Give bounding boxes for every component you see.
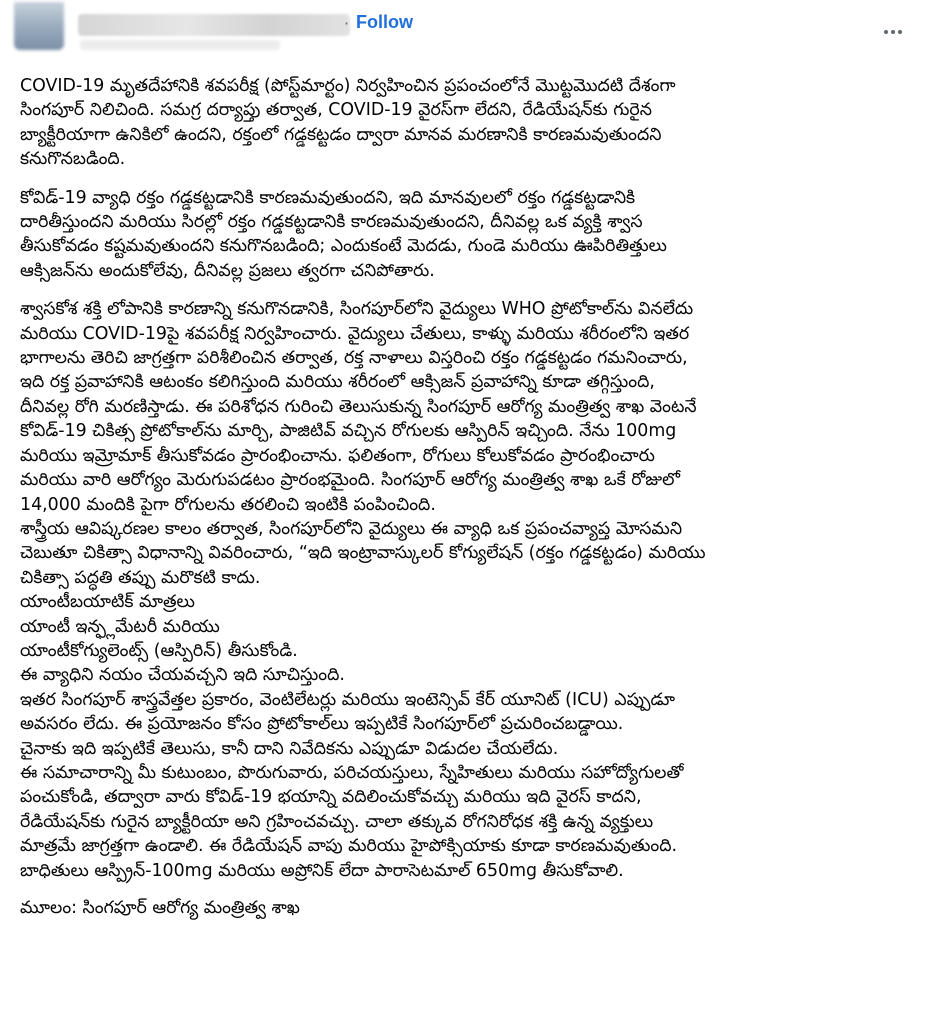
post-meta-blurred xyxy=(80,40,280,50)
text-line: కనుగొనబడింది. xyxy=(20,149,126,170)
text-line: పంచుకోండి, తద్వారా వారు కోవిడ్-19 భయాన్ని వదిలించుకోవచ్చు మరియు ఇది వైరస్ కాదని, xyxy=(20,787,642,808)
text-line: దీనివల్ల రోగి మరణిస్తాడు. ఈ పరిశోధన గురించి తెలుసుకున్న సింగపూర్ ఆరోగ్య మంత్రిత్వ శాఖ వెంటనే xyxy=(20,396,697,417)
author-name-blurred[interactable] xyxy=(78,14,350,36)
text-line: ఆక్సిజన్‌ను అందుకోలేవు, దీనివల్ల ప్రజలు త్వరగా చనిపోతారు. xyxy=(20,260,435,281)
text-line: COVID-19 మృతదేహానికి శవపరీక్ష (పోస్ట్‌మార్టం) నిర్వహించిన ప్రపంచంలోనే మొట్టమొదటి దేశంగా xyxy=(20,76,676,96)
text-line: మాత్రమే జాగ్రత్తగా ఉండాలి. ఈ రేడియేషన్ వాపు మరియు హైపోక్సియాకు కూడా కారణమవుతుంది. xyxy=(20,836,678,857)
text-line: యాంటీకోగ్యులెంట్స్ (ఆస్పిరిన్) తీసుకోండి. xyxy=(20,640,298,661)
text-line: శ్వాసకోశ శక్తి లోపానికి కారణాన్ని కనుగొనడానికి, సింగపూర్‌లోని వైద్యులు WHO ప్రోటోకాల్‌ను వినలేదు xyxy=(20,299,694,320)
text-line: అవసరం లేదు. ఈ ప్రయోజనం కోసం ప్రోటోకాల్‌లు ఇప్పటికే సింగపూర్‌లో ప్రచురించబడ్డాయి. xyxy=(20,714,624,735)
text-line: 14,000 మందికి పైగా రోగులను తరలించి ఇంటికి పంపించింది. xyxy=(20,494,436,515)
text-line: శాస్త్రీయ ఆవిష్కరణల కాలం తర్వాత, సింగపూర్‌లోని వైద్యులు ఈ వ్యాధి ఒక ప్రపంచవ్యాప్త మోసమని xyxy=(20,518,683,539)
text-line: కోవిడ్-19 వ్యాధి రక్తం గడ్డకట్టడానికి కారణమవుతుందని, ఇది మానవులలో రక్తం గడ్డకట్టడానికి xyxy=(20,187,636,208)
header-separator: · xyxy=(344,14,350,33)
post-source xyxy=(20,896,925,920)
text-line: ఇతర సింగపూర్ శాస్త్రవేత్తల ప్రకారం, వెంటిలేటర్లు మరియు ఇంటెన్సివ్ కేర్ యూనిట్ (ICU) ఎప్పుడూ xyxy=(20,689,675,710)
post-paragraph-3 xyxy=(20,297,925,883)
text-line: రేడియేషన్‌కు గురైన బ్యాక్టీరియా అని గ్రహించవచ్చు. చాలా తక్కువ రోగనిరోధక శక్తి ఉన్న వ్యక్తులు xyxy=(20,811,654,832)
post-header xyxy=(0,0,940,66)
post-paragraph-2 xyxy=(20,186,925,284)
more-horizontal-icon xyxy=(891,30,895,34)
text-line: చెబుతూ చికిత్సా విధానాన్ని వివరించారు, “ఇది ఇంట్రావాస్కులర్ కోగ్యులేషన్ (రక్తం గడ్డకట్టడం) మరియు xyxy=(20,543,706,564)
text-line: మరియు COVID-19పై శవపరీక్ష నిర్వహించారు. వైద్యులు చేతులు, కాళ్ళు మరియు శరీరంలోని ఇతర xyxy=(20,323,690,344)
text-line: మరియు ఇమ్రోమాక్ తీసుకోవడం ప్రారంభించాను. ఫలితంగా, రోగులు కోలుకోవడం ప్రారంభించారు xyxy=(20,445,655,466)
text-line: యాంటీ ఇన్ఫ్లమేటరీ మరియు xyxy=(20,616,220,637)
text-line: సింగపూర్ నిలిచింది. సమగ్ర దర్యాప్తు తర్వాత, COVID-19 వైరస్‌గా లేదని, రేడియేషన్‌కు గురైన xyxy=(20,100,652,121)
more-options-button[interactable] xyxy=(880,22,906,42)
author-avatar[interactable] xyxy=(14,2,64,50)
more-horizontal-icon xyxy=(898,30,902,34)
more-horizontal-icon xyxy=(884,30,888,34)
text-line: మరియు వారి ఆరోగ్యం మెరుగుపడటం ప్రారంభమైంది. సింగపూర్ ఆరోగ్య మంత్రిత్వ శాఖ ఒకే రోజులో xyxy=(20,470,680,491)
text-line: ఇది రక్త ప్రవాహానికి ఆటంకం కలిగిస్తుంది మరియు శరీరంలో ఆక్సిజన్ ప్రవాహాన్ని కూడా తగ్గిస్తుంది, xyxy=(20,372,655,393)
text-line: చైనాకు ఇది ఇప్పటికే తెలుసు, కానీ దాని నివేదికను ఎప్పుడూ విడుదల చేయలేదు. xyxy=(20,738,559,759)
text-line: తీసుకోవడం కష్టమవుతుందని కనుగొనబడింది; ఎందుకంటే మెదడు, గుండె మరియు ఊపిరితిత్తులు xyxy=(20,236,667,257)
follow-button[interactable]: Follow xyxy=(356,12,413,32)
post-paragraph-1 xyxy=(20,74,925,172)
text-line: బాధితులు ఆస్ప్రిన్-100mg మరియు అప్రోనిక్ లేదా పారాసెటమాల్ 650mg తీసుకోవాలి. xyxy=(20,860,624,881)
text-line: యాంటీబయాటిక్ మాత్రలు xyxy=(20,592,195,613)
post-body xyxy=(20,74,925,934)
text-line: ఈ సమాచారాన్ని మీ కుటుంబం, పొరుగువారు, పరిచయస్తులు, స్నేహితులు మరియు సహోద్యోగులతో xyxy=(20,762,684,783)
text-line: చికిత్సా పద్ధతి తప్పు మరొకటి కాదు. xyxy=(20,567,261,588)
text-line: కోవిడ్-19 చికిత్స ప్రోటోకాల్‌ను మార్చి, పాజిటివ్ వచ్చిన రోగులకు ఆస్పిరిన్ ఇచ్చింది. నేను 100mg xyxy=(20,421,677,442)
text-line: దారితీస్తుందని మరియు సిరల్లో రక్తం గడ్డకట్టడానికి కారణమవుతుందని, దీనివల్ల ఒక వ్యక్తి శ్వాస xyxy=(20,212,643,233)
text-line: బ్యాక్టీరియాగా ఉనికిలో ఉందని, రక్తంలో గడ్డకట్టడం ద్వారా మానవ మరణానికి కారణమవుతుందని xyxy=(20,124,662,145)
text-line: ఈ వ్యాధిని నయం చేయవచ్చని ఇది సూచిస్తుంది. xyxy=(20,665,345,686)
text-line: భాగాలను తెరిచి జాగ్రత్తగా పరిశీలించిన తర్వాత, రక్త నాళాలు విస్తరించి రక్తం గడ్డకట్టడం గమనించారు, xyxy=(20,348,688,369)
source-line: మూలం: సింగపూర్ ఆరోగ్య మంత్రిత్వ శాఖ xyxy=(20,898,300,918)
